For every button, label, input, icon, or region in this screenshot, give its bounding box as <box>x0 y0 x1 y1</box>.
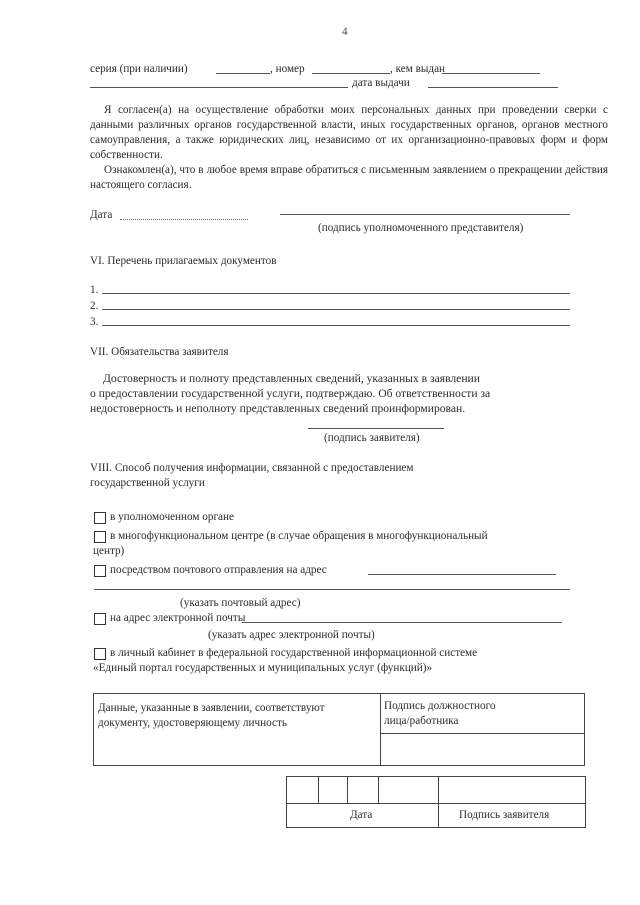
passport-number-label: , номер <box>270 63 305 75</box>
consent-paragraph-2: Ознакомлен(а), что в любое время вправе обратиться с письменным заявлением о прекращении действия настоящего согласия. <box>90 164 608 191</box>
official-table-signature-line <box>380 733 584 734</box>
applicant-table-row-divider <box>286 803 585 804</box>
representative-signature-caption: (подпись уполномоченного представителя) <box>318 222 524 234</box>
passport-series-label: серия (при наличии) <box>90 63 188 75</box>
document-item-3-label: 3. <box>90 316 99 328</box>
applicant-table-divider <box>438 776 439 827</box>
passport-number-field[interactable] <box>312 73 390 74</box>
obligation-line-1: Достоверность и полноту представленных сведений, указанных в заявлении <box>103 372 480 385</box>
option-mfc-label-2: центр) <box>93 545 125 557</box>
email-address-caption: (указать адрес электронной почты) <box>208 629 375 641</box>
document-item-1-field[interactable] <box>102 293 570 294</box>
option-authority-label: в уполномоченном органе <box>110 511 234 523</box>
document-item-2-label: 2. <box>90 300 99 312</box>
option-email-label: на адрес электронной почты <box>110 612 246 624</box>
postal-address-field[interactable] <box>368 574 556 575</box>
postal-address-caption: (указать почтовый адрес) <box>180 597 301 609</box>
document-item-3-field[interactable] <box>102 325 570 326</box>
option-email-checkbox[interactable] <box>94 613 106 625</box>
passport-issued-by-label: , кем выдан <box>390 63 446 75</box>
passport-issue-date-label: дата выдачи <box>352 77 410 89</box>
option-portal-checkbox[interactable] <box>94 648 106 660</box>
option-portal-label-2: «Единый портал государственных и муниципальных услуг (функций)» <box>93 662 433 674</box>
passport-series-field[interactable] <box>216 73 270 74</box>
document-item-2-field[interactable] <box>102 309 570 310</box>
official-table-left-line-2: документу, удостоверяющему личность <box>98 717 287 729</box>
option-portal-label: в личный кабинет в федеральной государственной информационной системе <box>110 647 478 659</box>
section-6-title: VI. Перечень прилагаемых документов <box>90 255 277 267</box>
date-label: Дата <box>90 209 113 221</box>
obligation-line-2: о предоставлении государственной услуги, подтверждаю. Об ответственности за <box>90 387 491 400</box>
section-7-title: VII. Обязательства заявителя <box>90 346 229 358</box>
applicant-date-field[interactable] <box>288 778 436 802</box>
date-field[interactable] <box>120 219 248 220</box>
obligation-line-3: недостоверность и неполноту представленных сведений проинформирован. <box>90 402 466 415</box>
option-mfc-label: в многофункциональном центре (в случае обращения в многофункциональный <box>110 530 488 542</box>
official-signature-field[interactable] <box>382 735 582 763</box>
official-table-right-line-2: лица/работника <box>384 715 459 727</box>
section-8-title-line-2: государственной услуги <box>90 477 205 489</box>
option-postal-label: посредством почтового отправления на адрес <box>110 564 327 576</box>
applicant-signature-field[interactable] <box>308 428 444 429</box>
option-authority-checkbox[interactable] <box>94 512 106 524</box>
email-address-field[interactable] <box>242 622 562 623</box>
option-postal-checkbox[interactable] <box>94 565 106 577</box>
applicant-date-header: Дата <box>350 809 373 821</box>
passport-issued-by-field-2[interactable] <box>90 87 348 88</box>
consent-paragraph-1: Я согласен(а) на осуществление обработки моих персональных данных при проведении сверки с данными различных органов государственной власти, иных государственных органов, органов местного самоуправления, а также юридических лиц, независимо от их организационно-правовых форм и форм собственности. <box>90 104 608 161</box>
section-8-title-line-1: VIII. Способ получения информации, связанной с предоставлением <box>90 462 414 474</box>
option-mfc-checkbox[interactable] <box>94 531 106 543</box>
postal-address-field-2[interactable] <box>94 589 570 590</box>
page-number: 4 <box>342 26 348 38</box>
document-item-1-label: 1. <box>90 284 99 296</box>
official-table-left-line-1: Данные, указанные в заявлении, соответствуют <box>98 702 325 714</box>
passport-issued-by-field[interactable] <box>442 73 540 74</box>
official-table-divider <box>380 693 381 765</box>
passport-issue-date-field[interactable] <box>428 87 558 88</box>
applicant-signature-caption: (подпись заявителя) <box>324 432 420 444</box>
applicant-signature-header: Подпись заявителя <box>459 809 550 821</box>
official-table-right-line-1: Подпись должностного <box>384 700 496 712</box>
representative-signature-field[interactable] <box>280 214 570 215</box>
applicant-signature-box[interactable] <box>440 778 582 802</box>
